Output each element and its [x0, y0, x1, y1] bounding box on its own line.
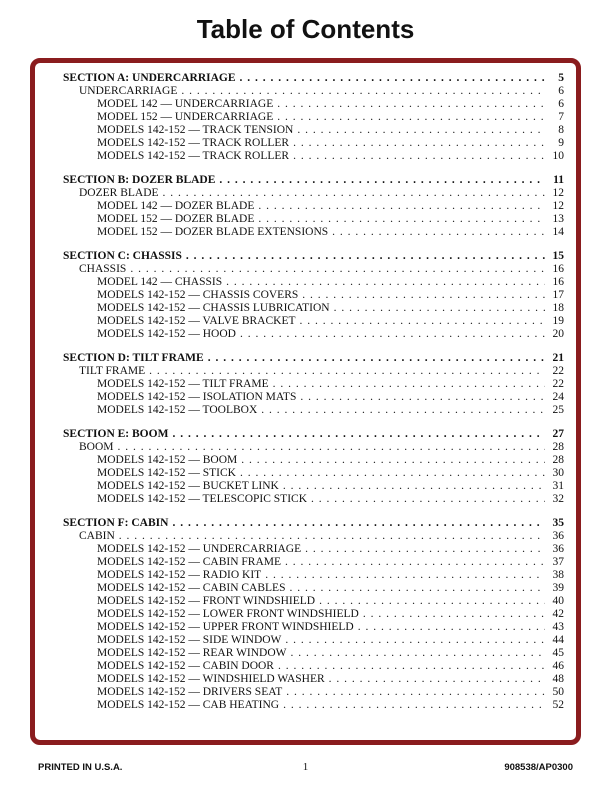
- toc-entry: [63, 137, 564, 150]
- toc-entry-page-number: 31: [552, 480, 564, 492]
- footer-part-number: 908538/AP0300: [504, 762, 573, 773]
- toc-entry-label: BOOM: [79, 441, 114, 453]
- toc-entry-page-number: 13: [552, 213, 564, 225]
- toc-entry-page-number: 35: [552, 517, 564, 529]
- toc-frame: [30, 58, 581, 745]
- toc-dot-leader: [118, 441, 545, 454]
- toc-dot-leader: [277, 111, 545, 124]
- toc-entry-label: MODELS 142-152 — LOWER FRONT WINDSHIELD: [97, 608, 359, 620]
- toc-entry: [63, 569, 564, 582]
- toc-entry-page-number: 40: [552, 595, 564, 607]
- toc-entry-page-number: 7: [558, 111, 564, 123]
- toc-entry-label: MODELS 142-152 — RADIO KIT: [97, 569, 262, 581]
- toc-entry-page-number: 8: [558, 124, 564, 136]
- toc-dot-leader: [300, 391, 545, 404]
- toc-section-heading: [63, 428, 564, 441]
- toc-entry-label: MODELS 142-152 — TELESCOPIC STICK: [97, 493, 307, 505]
- toc-entry-label: MODEL 142 — UNDERCARRIAGE: [97, 98, 274, 110]
- toc-entry-page-number: 17: [552, 289, 564, 301]
- toc-entry-page-number: 32: [552, 493, 564, 505]
- toc-entry-page-number: 24: [552, 391, 564, 403]
- toc-dot-leader: [311, 493, 545, 506]
- toc-entry-label: MODELS 142-152 — TRACK TENSION: [97, 124, 294, 136]
- toc-entry-page-number: 22: [552, 365, 564, 377]
- toc-dot-leader: [119, 530, 545, 543]
- toc-entry-page-number: 12: [552, 200, 564, 212]
- toc-entry-label: MODELS 142-152 — TOOLBOX: [97, 404, 258, 416]
- toc-entry-label: MODELS 142-152 — SIDE WINDOW: [97, 634, 282, 646]
- toc-entry-page-number: 43: [552, 621, 564, 633]
- toc-entry: [63, 263, 564, 276]
- toc-entry: [63, 391, 564, 404]
- toc-entry: [63, 276, 564, 289]
- toc-dot-leader: [172, 517, 545, 530]
- toc-entry-page-number: 18: [552, 302, 564, 314]
- footer-printed-in: PRINTED IN U.S.A.: [38, 762, 123, 773]
- toc-entry-page-number: 9: [558, 137, 564, 149]
- toc-entry-page-number: 39: [552, 582, 564, 594]
- toc-entry: [63, 634, 564, 647]
- toc-dot-leader: [293, 150, 545, 163]
- toc-entry-page-number: 16: [552, 276, 564, 288]
- toc-section: [63, 517, 564, 712]
- toc-entry: [63, 200, 564, 213]
- toc-entry: [63, 441, 564, 454]
- toc-entry: [63, 543, 564, 556]
- toc-entry: [63, 378, 564, 391]
- toc-entry-label: MODELS 142-152 — REAR WINDOW: [97, 647, 287, 659]
- toc-entry: [63, 98, 564, 111]
- toc-entry: [63, 595, 564, 608]
- toc-entry-page-number: 30: [552, 467, 564, 479]
- toc-dot-leader: [273, 378, 545, 391]
- toc-entry-page-number: 28: [552, 454, 564, 466]
- toc-entry-page-number: 46: [552, 660, 564, 672]
- toc-entry: [63, 530, 564, 543]
- toc-entry-label: CHASSIS: [79, 263, 127, 275]
- toc-entry-label: MODELS 142-152 — BOOM: [97, 454, 238, 466]
- toc-section: [63, 352, 564, 417]
- toc-entry-label: MODELS 142-152 — TRACK ROLLER: [97, 150, 290, 162]
- toc-section-heading: [63, 517, 564, 530]
- toc-entry: [63, 315, 564, 328]
- toc-entry: [63, 467, 564, 480]
- toc-entry-label: MODELS 142-152 — UNDERCARRIAGE: [97, 543, 302, 555]
- toc-entry: [63, 556, 564, 569]
- toc-entry-label: MODELS 142-152 — UPPER FRONT WINDSHIELD: [97, 621, 354, 633]
- toc-dot-leader: [241, 454, 545, 467]
- toc-entry-label: CABIN: [79, 530, 115, 542]
- toc-section-heading: [63, 352, 564, 365]
- toc-entry-page-number: 6: [558, 85, 564, 97]
- toc-dot-leader: [285, 556, 545, 569]
- toc-entry-page-number: 45: [552, 647, 564, 659]
- toc-entry-label: MODEL 142 — CHASSIS: [97, 276, 223, 288]
- toc-entry: [63, 582, 564, 595]
- toc-entry: [63, 608, 564, 621]
- toc-entry-label: MODELS 142-152 — CABIN CABLES: [97, 582, 286, 594]
- toc-entry: [63, 289, 564, 302]
- toc-entry: [63, 480, 564, 493]
- toc-entry-page-number: 44: [552, 634, 564, 646]
- footer-page-number: 1: [302, 761, 309, 773]
- toc-entry-page-number: 15: [552, 250, 564, 262]
- toc-entry-page-number: 36: [552, 530, 564, 542]
- toc-entry-label: SECTION D: TILT FRAME: [63, 352, 204, 364]
- toc-entry-label: MODELS 142-152 — HOOD: [97, 328, 236, 340]
- toc-dot-leader: [358, 621, 545, 634]
- toc-dot-leader: [240, 72, 545, 85]
- toc-dot-leader: [319, 595, 545, 608]
- toc-entry: [63, 187, 564, 200]
- toc-entry-label: MODELS 142-152 — CHASSIS COVERS: [97, 289, 299, 301]
- toc-dot-leader: [278, 660, 545, 673]
- toc-dot-leader: [219, 174, 545, 187]
- toc-dot-leader: [285, 634, 545, 647]
- toc-entry-label: MODELS 142-152 — FRONT WINDSHIELD: [97, 595, 316, 607]
- toc-entry-page-number: 25: [552, 404, 564, 416]
- toc-entry-page-number: 11: [553, 174, 564, 186]
- toc-dot-leader: [172, 428, 545, 441]
- toc-entry-label: SECTION B: DOZER BLADE: [63, 174, 216, 186]
- toc-dot-leader: [163, 187, 545, 200]
- toc-dot-leader: [226, 276, 545, 289]
- toc-entry: [63, 226, 564, 239]
- toc-dot-leader: [283, 480, 545, 493]
- toc-entry: [63, 124, 564, 137]
- toc-entry-page-number: 16: [552, 263, 564, 275]
- toc-entry: [63, 85, 564, 98]
- toc-entry-page-number: 10: [552, 150, 564, 162]
- toc-section: [63, 174, 564, 239]
- toc-dot-leader: [305, 543, 545, 556]
- toc-entry: [63, 365, 564, 378]
- toc-dot-leader: [363, 608, 545, 621]
- toc-section-heading: [63, 250, 564, 263]
- toc-entry-label: SECTION E: BOOM: [63, 428, 169, 440]
- toc-dot-leader: [289, 582, 545, 595]
- toc-entry-page-number: 12: [552, 187, 564, 199]
- toc-entry: [63, 404, 564, 417]
- toc-entry: [63, 213, 564, 226]
- toc-dot-leader: [291, 647, 545, 660]
- toc-dot-leader: [186, 250, 545, 263]
- toc-dot-leader: [297, 124, 545, 137]
- toc-entry-label: SECTION C: CHASSIS: [63, 250, 182, 262]
- toc-dot-leader: [286, 686, 545, 699]
- toc-section: [63, 250, 564, 341]
- toc-entry-label: MODEL 152 — DOZER BLADE EXTENSIONS: [97, 226, 329, 238]
- toc-entry-label: MODELS 142-152 — TRACK ROLLER: [97, 137, 290, 149]
- toc-entry-label: TILT FRAME: [79, 365, 146, 377]
- toc-entry-label: MODEL 152 — UNDERCARRIAGE: [97, 111, 274, 123]
- toc-entry: [63, 150, 564, 163]
- toc-list: [63, 72, 564, 712]
- toc-entry-page-number: 14: [552, 226, 564, 238]
- toc-entry: [63, 660, 564, 673]
- toc-entry-label: SECTION F: CABIN: [63, 517, 169, 529]
- toc-entry-page-number: 22: [552, 378, 564, 390]
- toc-dot-leader: [334, 302, 545, 315]
- toc-dot-leader: [130, 263, 545, 276]
- toc-dot-leader: [258, 200, 545, 213]
- page-title: Table of Contents: [196, 14, 415, 44]
- toc-section: [63, 428, 564, 506]
- toc-dot-leader: [265, 569, 545, 582]
- toc-entry-page-number: 36: [552, 543, 564, 555]
- toc-entry-label: MODELS 142-152 — TILT FRAME: [97, 378, 269, 390]
- toc-entry-label: MODEL 142 — DOZER BLADE: [97, 200, 255, 212]
- toc-entry: [63, 647, 564, 660]
- toc-dot-leader: [181, 85, 545, 98]
- page-footer: [38, 761, 573, 773]
- toc-entry-label: MODELS 142-152 — WINDSHIELD WASHER: [97, 673, 325, 685]
- toc-section-heading: [63, 72, 564, 85]
- toc-entry: [63, 302, 564, 315]
- toc-entry-label: MODELS 142-152 — DRIVERS SEAT: [97, 686, 283, 698]
- toc-dot-leader: [329, 673, 545, 686]
- toc-dot-leader: [258, 213, 545, 226]
- toc-entry: [63, 673, 564, 686]
- toc-dot-leader: [149, 365, 545, 378]
- toc-dot-leader: [240, 467, 545, 480]
- toc-entry-page-number: 28: [552, 441, 564, 453]
- toc-dot-leader: [293, 137, 545, 150]
- toc-entry-label: MODELS 142-152 — CABIN FRAME: [97, 556, 282, 568]
- toc-entry-page-number: 38: [552, 569, 564, 581]
- toc-entry: [63, 621, 564, 634]
- toc-entry: [63, 686, 564, 699]
- toc-entry-label: UNDERCARRIAGE: [79, 85, 178, 97]
- toc-dot-leader: [240, 328, 545, 341]
- toc-entry-label: SECTION A: UNDERCARRIAGE: [63, 72, 236, 84]
- toc-entry-label: MODELS 142-152 — BUCKET LINK: [97, 480, 279, 492]
- toc-entry: [63, 328, 564, 341]
- toc-entry-page-number: 27: [552, 428, 564, 440]
- toc-entry: [63, 111, 564, 124]
- toc-entry-page-number: 19: [552, 315, 564, 327]
- toc-entry-page-number: 21: [552, 352, 564, 364]
- toc-entry-page-number: 37: [552, 556, 564, 568]
- toc-entry: [63, 454, 564, 467]
- toc-entry: [63, 699, 564, 712]
- toc-dot-leader: [300, 315, 546, 328]
- toc-section: [63, 72, 564, 163]
- toc-entry: [63, 493, 564, 506]
- toc-entry-label: MODELS 142-152 — ISOLATION MATS: [97, 391, 297, 403]
- toc-entry-label: MODELS 142-152 — CHASSIS LUBRICATION: [97, 302, 330, 314]
- toc-dot-leader: [277, 98, 545, 111]
- toc-entry-page-number: 50: [552, 686, 564, 698]
- toc-dot-leader: [283, 699, 545, 712]
- toc-entry-label: MODEL 152 — DOZER BLADE: [97, 213, 255, 225]
- toc-entry-label: DOZER BLADE: [79, 187, 159, 199]
- toc-entry-label: MODELS 142-152 — CAB HEATING: [97, 699, 280, 711]
- toc-entry-page-number: 6: [558, 98, 564, 110]
- toc-entry-page-number: 42: [552, 608, 564, 620]
- toc-entry-label: MODELS 142-152 — STICK: [97, 467, 236, 479]
- toc-dot-leader: [302, 289, 545, 302]
- toc-entry-page-number: 52: [552, 699, 564, 711]
- toc-entry-page-number: 5: [558, 72, 564, 84]
- toc-section-heading: [63, 174, 564, 187]
- toc-entry-label: MODELS 142-152 — CABIN DOOR: [97, 660, 274, 672]
- toc-entry-page-number: 20: [552, 328, 564, 340]
- toc-dot-leader: [208, 352, 545, 365]
- toc-dot-leader: [332, 226, 545, 239]
- toc-entry-label: MODELS 142-152 — VALVE BRACKET: [97, 315, 296, 327]
- toc-entry-page-number: 48: [552, 673, 564, 685]
- toc-dot-leader: [261, 404, 545, 417]
